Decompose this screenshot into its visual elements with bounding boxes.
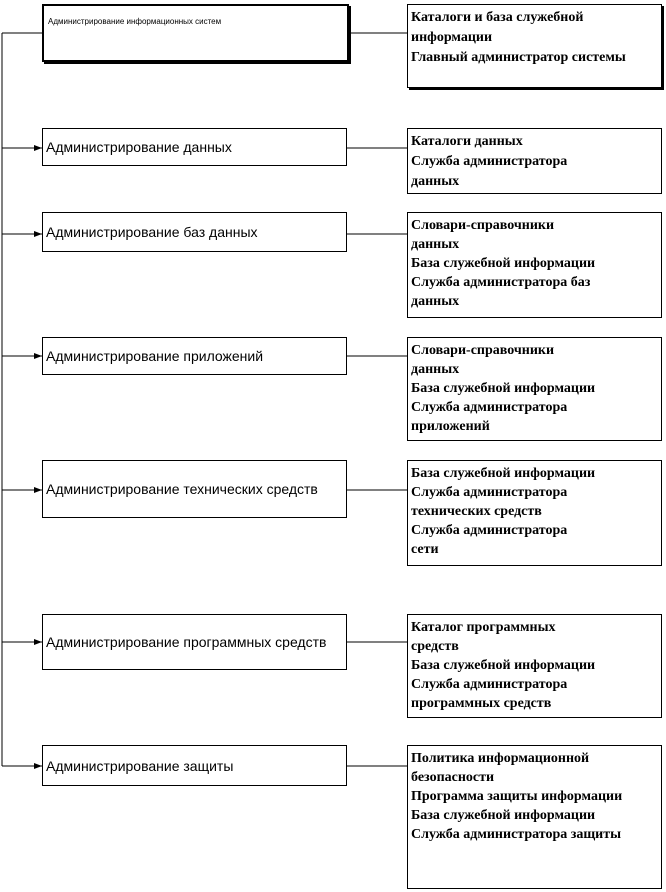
info-line: Политика информационной	[411, 751, 590, 766]
info-line: База служебной информации	[411, 658, 596, 673]
branch-node-software	[42, 614, 347, 670]
info-line: База служебной информации	[411, 256, 596, 271]
info-line: данных	[411, 237, 460, 252]
info-line: Каталог программных	[411, 620, 556, 635]
branch-title: Администрирование технических средств	[46, 481, 318, 497]
branch-node-applications	[42, 337, 347, 375]
branch-title: Администрирование программных средств	[46, 634, 327, 650]
branch-node-data	[42, 128, 347, 166]
info-line: программных средств	[411, 696, 552, 711]
info-line: безопасности	[411, 770, 495, 785]
branch-title: Администрирование защиты	[46, 757, 234, 774]
info-box-hardware	[407, 460, 662, 566]
branch-node-databases	[42, 212, 347, 252]
info-line: данных	[411, 294, 460, 309]
info-line: технических средств	[411, 504, 542, 519]
info-box-software	[407, 614, 662, 718]
info-line: Служба администратора баз	[411, 275, 591, 290]
info-line: Служба администратора	[411, 523, 568, 538]
branch-title: Администрирование данных	[46, 139, 232, 155]
info-box-applications	[407, 337, 662, 441]
info-line: данных	[411, 362, 460, 377]
info-line: информации	[411, 30, 493, 45]
branch-node-hardware	[42, 460, 347, 518]
info-line: сети	[411, 542, 439, 557]
root-title: Администрирование информационных систем	[48, 17, 222, 26]
info-line: Служба администратора	[411, 154, 568, 169]
info-line: Словари-справочники	[411, 343, 555, 358]
root-info-box	[407, 4, 662, 88]
info-line: Словари-справочники	[411, 218, 555, 233]
info-line: средств	[411, 639, 459, 654]
info-line: приложений	[411, 419, 490, 434]
info-line: База служебной информации	[411, 808, 596, 823]
branch-title: Администрирование приложений	[46, 348, 264, 364]
info-line: Служба администратора	[411, 485, 568, 500]
info-line: Каталоги и база служебной	[411, 10, 584, 25]
info-line: Программа защиты информации	[411, 789, 623, 804]
info-box-databases	[407, 212, 662, 318]
info-box-security	[407, 745, 662, 889]
info-line: База служебной информации	[411, 381, 596, 396]
root-node	[42, 4, 349, 62]
info-line: Служба администратора	[411, 400, 568, 415]
info-line: Служба администратора	[411, 677, 568, 692]
branch-title: Администрирование баз данных	[46, 224, 258, 240]
info-line: Каталоги данных	[411, 134, 523, 149]
info-box-data	[407, 128, 662, 194]
info-line: База служебной информации	[411, 466, 596, 481]
info-line: Главный администратор системы	[411, 50, 626, 65]
branch-node-security	[42, 745, 347, 786]
info-line: данных	[411, 174, 460, 189]
info-line: Служба администратора защиты	[411, 827, 622, 842]
